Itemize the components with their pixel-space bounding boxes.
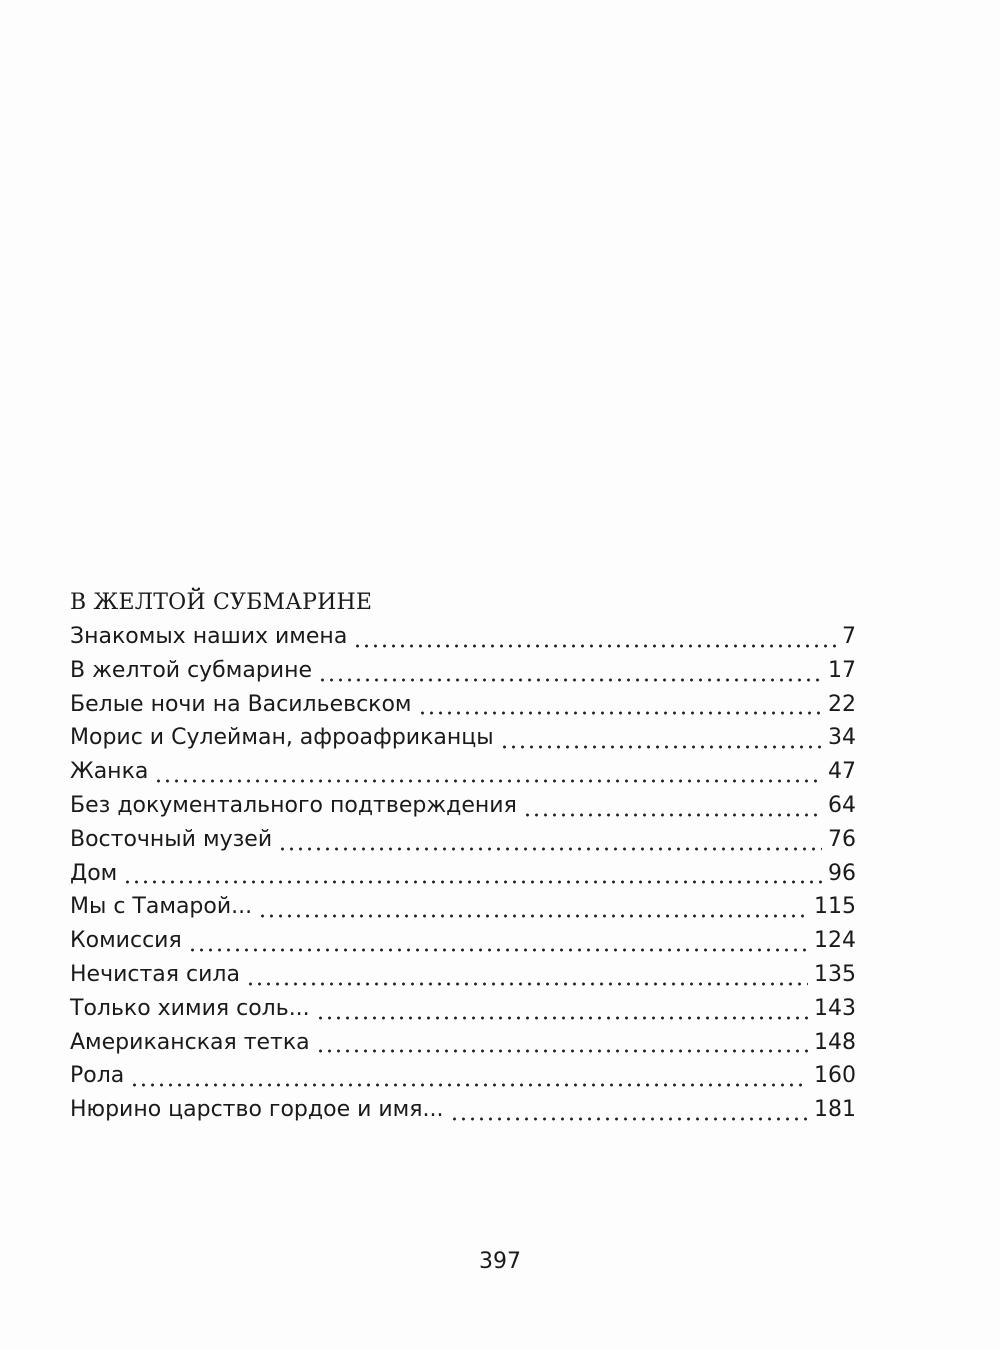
toc-entry-page: 17: [828, 657, 856, 683]
dot-leader: [450, 1117, 809, 1121]
toc-entry: [70, 1059, 856, 1093]
dot-leader: [188, 948, 808, 952]
dot-leader: [123, 880, 822, 884]
toc-entry-page: 181: [814, 1097, 856, 1123]
toc-entry: [70, 1026, 856, 1060]
toc-entry-title: Нечистая сила: [70, 961, 240, 987]
toc-entry-title: Мы с Тамарой...: [70, 894, 253, 920]
toc-entry: [70, 654, 856, 688]
toc-entry-page: 115: [814, 894, 856, 920]
toc-entry-title: Знакомых наших имена: [70, 624, 348, 649]
toc-entry-title: Рола: [70, 1063, 125, 1089]
toc-entry-page: 34: [828, 725, 856, 751]
section-title: В ЖЕЛТОЙ СУБМАРИНЕ: [70, 590, 373, 615]
toc-entry-page: 76: [828, 826, 856, 852]
dot-leader: [316, 1016, 808, 1020]
toc-entry-page: 160: [814, 1063, 856, 1089]
toc-entry-title: В желтой субмарине: [70, 657, 313, 683]
toc-entry-page: 22: [828, 691, 856, 717]
toc-entry: [70, 620, 856, 654]
dot-leader: [246, 982, 808, 986]
toc-entry-title: Американская тетка: [70, 1029, 310, 1055]
dot-leader: [418, 711, 822, 715]
toc-entry: [70, 823, 856, 857]
toc-entry: [70, 924, 856, 958]
toc-entry-title: Морис и Сулейман, афроафриканцы: [70, 725, 494, 751]
toc-entry-page: 64: [828, 792, 856, 818]
toc-entry-title: Восточный музей: [70, 826, 273, 852]
toc-entry-page: 135: [814, 961, 856, 987]
toc-entry: [70, 857, 856, 891]
toc-entry-page: 96: [828, 860, 856, 886]
dot-leader: [318, 678, 822, 682]
toc-entry-page: 124: [814, 928, 856, 954]
toc-entry-title: Комиссия: [70, 928, 182, 954]
toc-entry-title: Только химия соль...: [70, 995, 310, 1021]
toc-entry: [70, 1093, 856, 1127]
dot-leader: [353, 644, 836, 648]
dot-leader: [500, 745, 822, 749]
toc-entry: [70, 890, 856, 924]
toc-entry-title: Дом: [70, 860, 118, 886]
toc-entry-title: Жанка: [70, 759, 149, 785]
toc-entry: [70, 755, 856, 789]
table-of-contents: [70, 586, 856, 1127]
page-number: 397: [479, 1249, 521, 1274]
toc-entry: [70, 992, 856, 1026]
toc-entry: [70, 688, 856, 722]
toc-entry: [70, 721, 856, 755]
toc-entry-page: 7: [842, 624, 856, 649]
toc-list: [70, 620, 856, 1127]
dot-leader: [130, 1083, 808, 1087]
toc-entry-page: 143: [814, 995, 856, 1021]
dot-leader: [278, 847, 822, 851]
dot-leader: [258, 914, 808, 918]
dot-leader: [154, 779, 822, 783]
toc-entry: [70, 789, 856, 823]
toc-entry-title: Без документального подтверждения: [70, 792, 517, 818]
toc-entry-title: Белые ночи на Васильевском: [70, 691, 412, 717]
toc-entry-page: 47: [828, 759, 856, 785]
dot-leader: [316, 1049, 808, 1053]
toc-entry: [70, 958, 856, 992]
toc-entry-page: 148: [814, 1029, 856, 1055]
toc-entry-title: Нюрино царство гордое и имя...: [70, 1097, 444, 1123]
dot-leader: [523, 813, 822, 817]
